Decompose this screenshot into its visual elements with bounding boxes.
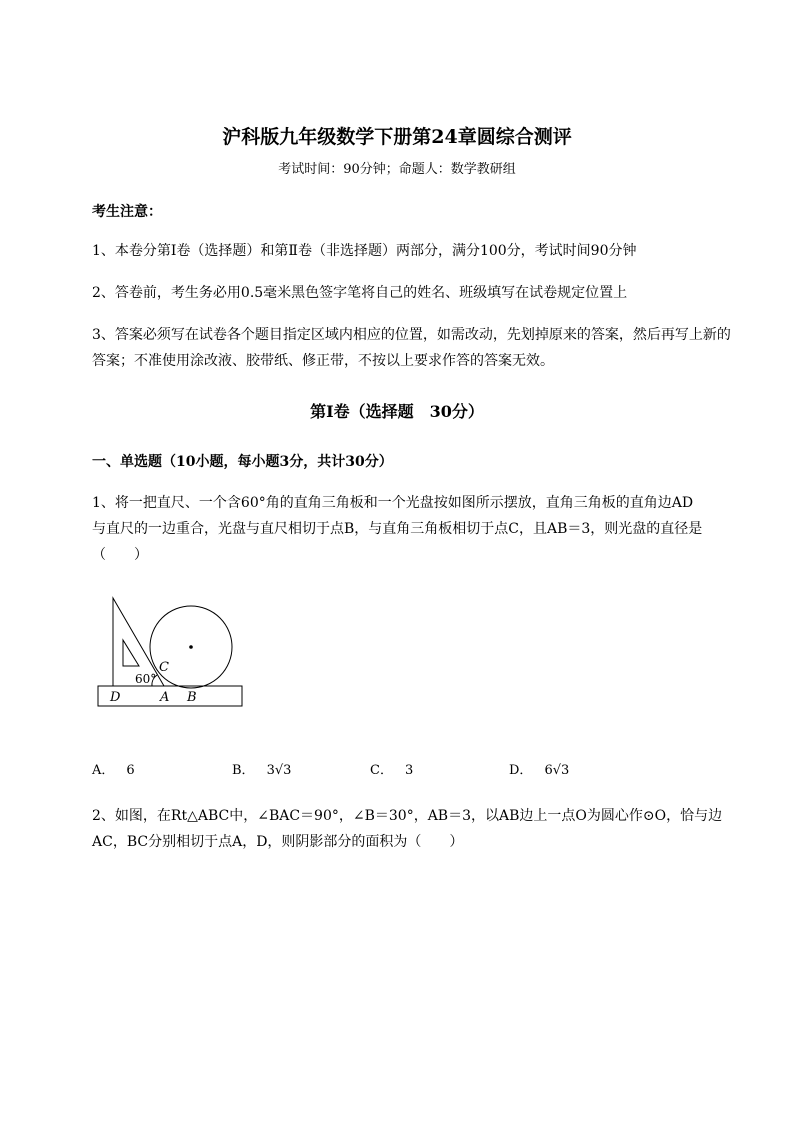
q1-option-b[interactable] bbox=[232, 759, 291, 778]
option-value: 6 bbox=[126, 763, 135, 778]
option-label: A． bbox=[92, 763, 115, 778]
q1-line-2: 与直尺的一边重合，光盘与直尺相切于点B，与直角三角板相切于点C，且AB＝3，则光盘的直径是 bbox=[92, 521, 703, 537]
label-60: 60° bbox=[135, 672, 157, 686]
page-title: 沪科版九年级数学下册第24章圆综合测评 bbox=[222, 126, 572, 148]
notice-item-2: 2、答卷前，考生务必用0.5毫米黑色签字笔将自己的姓名、班级填写在试卷规定位置上 bbox=[92, 285, 628, 301]
q1-option-c[interactable] bbox=[370, 759, 413, 778]
q1-option-a[interactable] bbox=[92, 759, 135, 778]
disc-center-dot bbox=[189, 645, 193, 649]
q2-line-1: 2、如图，在Rt△ABC中，∠BAC＝90°，∠B＝30°，AB＝3，以AB边上一点O为圆心作⊙O，恰与边 bbox=[92, 808, 723, 824]
option-value: 6√3 bbox=[544, 763, 570, 778]
label-c: C bbox=[159, 660, 169, 675]
notice-item-3: 3、答案必须写在试卷各个题目指定区域内相应的位置，如需改动，先划掉原来的答案，然后再写上新的答案；不准使用涂改液、胶带纸、修正带，不按以上要求作答的答案无效。 bbox=[92, 327, 731, 369]
set-square-hole bbox=[123, 640, 139, 666]
label-d: D bbox=[110, 690, 121, 705]
part-title: 一、单选题（10小题，每小题3分，共计30分） bbox=[92, 454, 393, 470]
option-value: 3√3 bbox=[266, 763, 292, 778]
q1-figure bbox=[90, 590, 250, 715]
q2-line-2: AC，BC分别相切于点A，D，则阴影部分的面积为（ ） bbox=[92, 834, 464, 850]
option-label: D． bbox=[509, 763, 533, 778]
notice-item-1: 1、本卷分第I卷（选择题）和第Ⅱ卷（非选择题）两部分，满分100分，考试时间90分钟 bbox=[92, 243, 637, 259]
label-a: A bbox=[160, 690, 170, 705]
q1-line-3: （ ） bbox=[92, 547, 148, 563]
exam-info: 考试时间：90分钟；命题人：数学教研组 bbox=[278, 162, 516, 177]
q1-option-d[interactable] bbox=[509, 759, 569, 778]
label-b: B bbox=[187, 690, 197, 705]
option-label: C． bbox=[370, 763, 393, 778]
notice-heading: 考生注意： bbox=[92, 204, 162, 220]
q1-line-1: 1、将一把直尺、一个含60°角的直角三角板和一个光盘按如图所示摆放，直角三角板的直角边AD bbox=[92, 495, 694, 511]
option-value: 3 bbox=[404, 763, 414, 778]
option-label: B． bbox=[232, 763, 255, 778]
section-title: 第I卷（选择题 30分） bbox=[310, 402, 484, 421]
